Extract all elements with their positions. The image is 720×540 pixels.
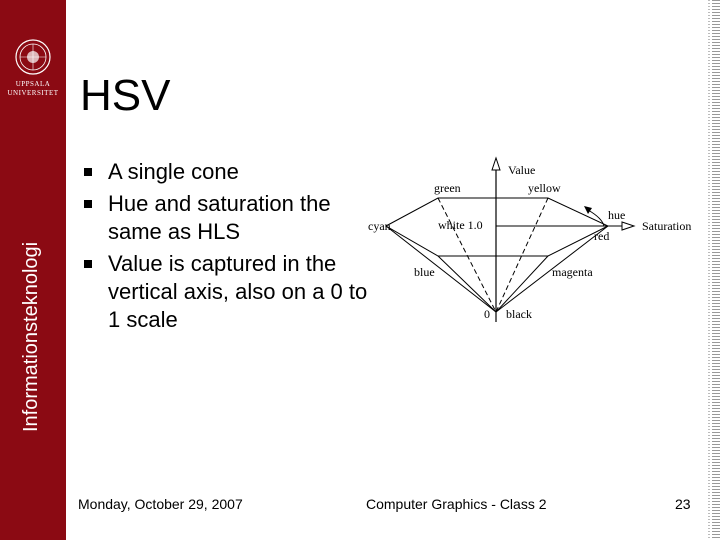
- footer-date: Monday, October 29, 2007: [78, 496, 243, 512]
- label-red: red: [594, 229, 610, 243]
- bullet-square-icon: [84, 168, 92, 176]
- decorative-edge: [712, 0, 720, 540]
- bullet-square-icon: [84, 260, 92, 268]
- slide-title: HSV: [80, 71, 171, 120]
- label-magenta: magenta: [552, 265, 593, 279]
- bullet-item: A single cone: [84, 158, 374, 186]
- university-seal-icon: [14, 38, 52, 76]
- label-yellow: yellow: [528, 181, 561, 195]
- value-arrow-icon: [492, 158, 500, 170]
- sidebar: [0, 0, 66, 540]
- university-name-line2: UNIVERSITET: [7, 89, 59, 97]
- label-saturation: Saturation: [642, 219, 692, 233]
- hue-arrow-icon: [584, 206, 592, 214]
- footer-course: Computer Graphics - Class 2: [366, 496, 547, 512]
- label-blue: blue: [414, 265, 435, 279]
- cone-edges: [386, 198, 608, 312]
- saturation-arrow-icon: [622, 222, 634, 230]
- label-zero: 0: [484, 307, 490, 321]
- bullet-square-icon: [84, 200, 92, 208]
- bullet-item: Hue and saturation the same as HLS: [84, 190, 374, 246]
- label-value: Value: [508, 163, 536, 177]
- label-black: black: [506, 307, 532, 321]
- decorative-edge-inner: [708, 0, 710, 540]
- page-number: 23: [675, 496, 691, 512]
- department-label: Informationsteknologi: [20, 241, 42, 432]
- label-hue: hue: [608, 208, 626, 222]
- label-green: green: [434, 181, 461, 195]
- label-cyan: cyan: [368, 219, 391, 233]
- bullet-item: Value is captured in the vertical axis, also on a 0 to 1 scale: [84, 250, 374, 334]
- university-name-line1: UPPSALA: [15, 80, 51, 88]
- bullet-list: [84, 158, 374, 338]
- hexcone-top: [386, 198, 608, 256]
- hsv-cone-diagram: [366, 152, 706, 332]
- label-white: white 1.0: [438, 218, 483, 232]
